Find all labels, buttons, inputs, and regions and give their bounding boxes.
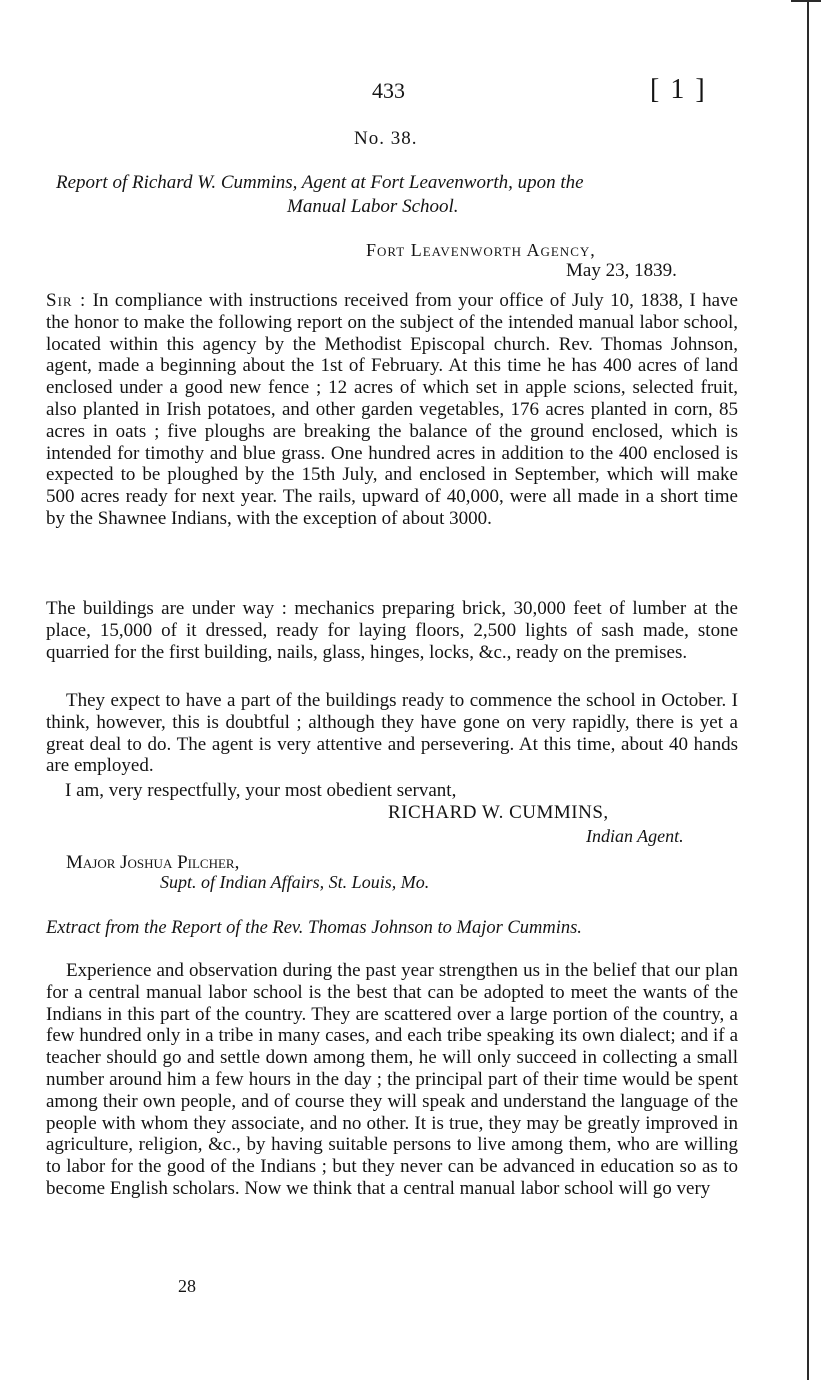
letter-paragraph-3: They expect to have a part of the buildings ready to commence the school in October. I think, however, this is doubtful ; although they have gone on very rapidly, there is yet a great deal to do. The agent is very attentive and persevering. At this time, about 40 hands are employed. xyxy=(46,690,738,777)
page-edge xyxy=(807,0,819,1380)
extract-title: Extract from the Report of the Rev. Thomas Johnson to Major Cummins. xyxy=(46,918,582,938)
letter-paragraph-1 xyxy=(46,290,738,530)
salutation: Sir : xyxy=(46,290,87,311)
recipient-name: Major Joshua Pilcher, xyxy=(66,852,240,873)
page-edge-top xyxy=(791,0,821,2)
report-title-line-1: Report of Richard W. Cummins, Agent at Fort Leavenworth, upon the xyxy=(56,172,584,193)
paragraph-1-text: In compliance with instructions received from your office of July 10, 1838, I have the honor to make the following report on the subject of the intended manual labor school, located within this agency by the Methodist Episcopal church. Rev. Thomas Johnson, agent, made a beginning about the 1st of February. At this time he has 400 acres of land enclosed under a good new fence ; 12 acres of which set in apple scions, selected fruit, also planted in Irish potatoes, and other garden vegetables, 176 acres planted in corn, 85 acres in oats ; five ploughs are breaking the balance of the ground enclosed, which is intended for timothy and blue grass. One hundred acres in addition to the 400 enclosed is expected to be ploughed by the 15th July, and enclosed in September, which will make 500 acres ready for next year. The rails, upward of 40,000, were all made in a short time by the Shawnee Indians, with the exception of about 3000. xyxy=(46,290,738,529)
document-number: No. 38. xyxy=(354,128,418,149)
report-title-line-2: Manual Labor School. xyxy=(287,196,459,217)
letter-date: May 23, 1839. xyxy=(566,260,677,281)
letter-paragraph-2: The buildings are under way : mechanics preparing brick, 30,000 feet of lumber at the place, 15,000 of it dressed, ready for laying floors, 2,500 lights of sash made, stone quarried for the first building, nails, glass, hinges, locks, &c., ready on the premises. xyxy=(46,598,738,663)
extract-paragraph: Experience and observation during the past year strengthen us in the belief that our plan for a central manual labor school is the best that can be adopted to meet the wants of the Indians in this part of the country. They are scattered over a large portion of the country, a few hundred only in a tribe in many cases, and each tribe speaking its own dialect; and if a teacher should go and settle down among them, he will only succeed in collecting a small number around him a few hours in the day ; the principal part of their time would be spent among their own people, and of course they will speak and understand the language of the people with whom they associate, and no other. It is true, they may be greatly improved in agriculture, religion, &c., by having suitable persons to live among them, who are willing to labor for the good of the Indians ; but they never can be advanced in education so as to become English scholars. Now we think that a central manual labor school will go very xyxy=(46,960,738,1199)
page-number: 433 xyxy=(372,78,405,103)
closing-line: I am, very respectfully, your most obedient servant, xyxy=(65,780,457,801)
signer-title: Indian Agent. xyxy=(586,826,684,846)
letter-place: Fort Leavenworth Agency, xyxy=(366,240,596,260)
recipient-title: Supt. of Indian Affairs, St. Louis, Mo. xyxy=(160,872,430,892)
signature-mark: 28 xyxy=(178,1276,196,1296)
document-reference: [ 1 ] xyxy=(650,74,707,105)
signer-name: RICHARD W. CUMMINS, xyxy=(388,802,609,823)
